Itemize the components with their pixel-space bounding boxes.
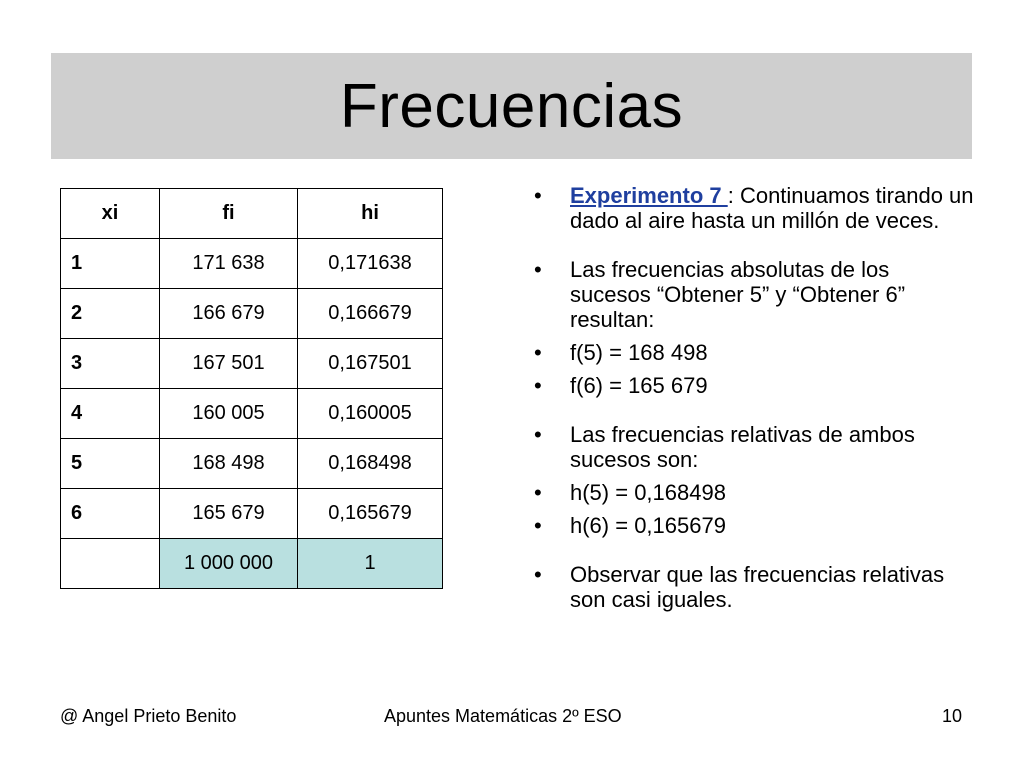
cell-total-fi: 1 000 000 bbox=[160, 539, 298, 589]
cell-xi: 2 bbox=[61, 289, 160, 339]
bullet-text: h(5) = 0,168498 bbox=[570, 480, 726, 505]
cell-xi: 5 bbox=[61, 439, 160, 489]
cell-xi: 6 bbox=[61, 489, 160, 539]
bullet-list bbox=[534, 183, 974, 612]
bullet-item bbox=[534, 257, 974, 332]
bullet-text: : Continuamos tirando un dado al aire hasta un millón de veces. bbox=[570, 183, 974, 233]
cell-xi: 4 bbox=[61, 389, 160, 439]
bullet-marker: • bbox=[534, 183, 542, 208]
header-hi: hi bbox=[298, 189, 443, 239]
cell-hi: 0,166679 bbox=[298, 289, 443, 339]
bullet-marker: • bbox=[534, 513, 542, 538]
cell-hi: 0,167501 bbox=[298, 339, 443, 389]
cell-xi: 3 bbox=[61, 339, 160, 389]
header-xi: xi bbox=[61, 189, 160, 239]
cell-hi: 0,160005 bbox=[298, 389, 443, 439]
cell-total-hi: 1 bbox=[298, 539, 443, 589]
bullet-text: Las frecuencias relativas de ambos sucesos son: bbox=[570, 422, 915, 472]
table-row bbox=[61, 389, 443, 439]
header-fi: fi bbox=[160, 189, 298, 239]
bullet-item bbox=[534, 373, 974, 398]
table-row bbox=[61, 339, 443, 389]
experiment-link[interactable]: Experimento 7 bbox=[570, 183, 728, 208]
cell-fi: 167 501 bbox=[160, 339, 298, 389]
bullet-text: h(6) = 0,165679 bbox=[570, 513, 726, 538]
cell-hi: 0,168498 bbox=[298, 439, 443, 489]
cell-total-label bbox=[61, 539, 160, 589]
footer-course: Apuntes Matemáticas 2º ESO bbox=[384, 706, 622, 726]
bullet-marker: • bbox=[534, 562, 542, 587]
cell-xi: 1 bbox=[61, 239, 160, 289]
bullet-marker: • bbox=[534, 480, 542, 505]
table-header-row bbox=[61, 189, 443, 239]
cell-hi: 0,171638 bbox=[298, 239, 443, 289]
bullet-item bbox=[534, 422, 974, 472]
bullet-text: Observar que las frecuencias relativas son casi iguales. bbox=[570, 562, 945, 612]
bullet-text: f(6) = 165 679 bbox=[570, 373, 708, 398]
footer-author: @ Angel Prieto Benito bbox=[60, 706, 237, 726]
bullet-item bbox=[534, 562, 974, 612]
bullet-marker: • bbox=[534, 373, 542, 398]
title-bar bbox=[51, 53, 972, 159]
slide-title: Frecuencias bbox=[339, 71, 684, 141]
table-row bbox=[61, 439, 443, 489]
table-row bbox=[61, 239, 443, 289]
table-row bbox=[61, 489, 443, 539]
bullet-item bbox=[534, 513, 974, 538]
bullet-marker: • bbox=[534, 340, 542, 365]
cell-fi: 160 005 bbox=[160, 389, 298, 439]
cell-fi: 166 679 bbox=[160, 289, 298, 339]
bullet-marker: • bbox=[534, 422, 542, 447]
cell-fi: 165 679 bbox=[160, 489, 298, 539]
footer-page-number: 10 bbox=[942, 706, 963, 726]
table-total-row bbox=[61, 539, 443, 589]
frequency-table bbox=[60, 188, 443, 589]
bullet-text: f(5) = 168 498 bbox=[570, 340, 708, 365]
bullet-item bbox=[534, 480, 974, 505]
table-row bbox=[61, 289, 443, 339]
bullet-text: Las frecuencias absolutas de los sucesos “Obtener 5” y “Obtener 6” resultan: bbox=[570, 257, 906, 332]
cell-fi: 171 638 bbox=[160, 239, 298, 289]
cell-hi: 0,165679 bbox=[298, 489, 443, 539]
cell-fi: 168 498 bbox=[160, 439, 298, 489]
bullet-item bbox=[534, 183, 974, 233]
bullet-item bbox=[534, 340, 974, 365]
bullet-marker: • bbox=[534, 257, 542, 282]
